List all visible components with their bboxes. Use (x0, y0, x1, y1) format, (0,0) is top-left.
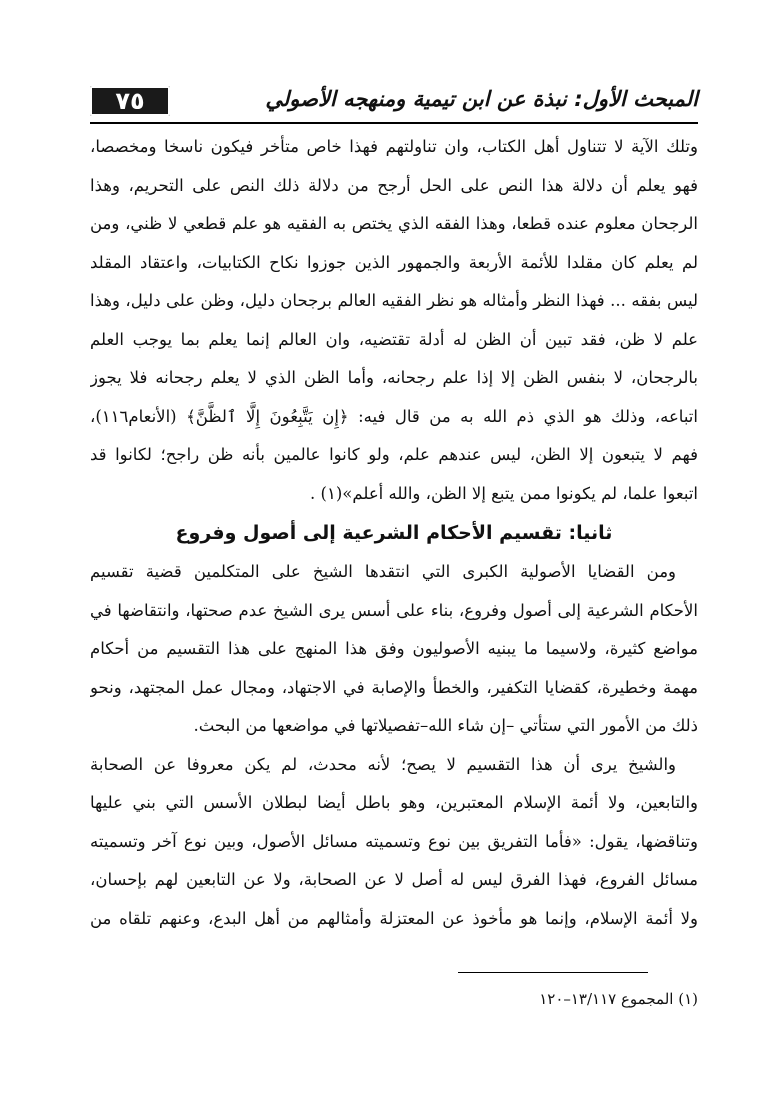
paragraph-1 (90, 128, 698, 513)
main-text (90, 128, 698, 938)
text-line: اتباعه، وذلك هو الذي ذم الله به من قال فيه: ﴿إِن يَتَّبِعُونَ إِلَّا ٱلظَّنَّ﴾ (الأنعام١١٦)، (90, 406, 698, 426)
text-line: ذلك من الأمور التي ستأتي –إن شاء الله–تفصيلاتها في مواضعها من البحث. (193, 716, 698, 735)
text-line: ولا أئمة الإسلام، وإنما هو مأخوذ عن المعتزلة وأمثالهم من أهل البدع، وعنهم تلقاه من (90, 908, 698, 928)
text-line: وتلك الآية لا تتناول أهل الكتاب، وان تناولتهم فهذا خاص متأخر فيكون ناسخا ومخصصا، (90, 137, 698, 156)
text-line: علم لا ظن، فقد تبين أن الظن له أدلة تقتضيه، وان العالم إنما يعلم بما يوجب العلم (90, 329, 698, 349)
paragraph-3 (90, 746, 698, 939)
text-line: الرجحان معلوم عنده قطعا، وهذا الفقه الذي يختص به الفقيه هو علم قطعي لا ظني، ومن (90, 214, 698, 233)
text-line: وتناقضها، يقول: «فأما التفريق بين نوع وتسميته مسائل الأصول، وبين نوع آخر وتسميته (90, 831, 698, 851)
text-line: بالرجحان، لا بنفس الظن إلا إذا علم رجحانه، وأما الظن الذي لا يعلم رجحانه فلا يجوز (90, 368, 698, 387)
text-line: ليس بفقه ... فهذا النظر وأمثاله هو نظر الفقيه العالم برجحان دليل، وظن على دليل، وهذا (90, 291, 698, 310)
text-line: مواضع كثيرة، ولاسيما ما يبنيه الأصوليون وفق هذا المنهج على هذا التقسيم من أحكام (90, 639, 698, 658)
paragraph-2 (90, 553, 698, 746)
text-line: مسائل الفروع، فهذا الفرق ليس له أصل لا عن الصحابة، ولا عن التابعين لهم بإحسان، (90, 870, 698, 889)
text-line: فهم لا يتبعون إلا الظن، ليس عندهم علم، ولو كانوا عالمين بأنه ظن راجح؛ لكانوا قد (90, 445, 698, 464)
page-header (90, 78, 698, 124)
text-line: الأحكام الشرعية إلى أصول وفروع، بناء على أسس يرى الشيخ عدم صحتها، وانتقاضها في (90, 600, 698, 620)
page-number-badge: ٧٥ (90, 86, 170, 116)
text-line: والشيخ يرى أن هذا التقسيم لا يصح؛ لأنه محدث، لم يكن معروفا عن الصحابة (90, 754, 676, 774)
text-line: ومن القضايا الأصولية الكبرى التي انتقدها الشيخ على المتكلمين قضية تقسيم (90, 562, 676, 581)
footnote: (١) المجموع ١٣/١١٧–١٢٠ (539, 990, 698, 1008)
footnote-separator (458, 972, 648, 973)
section-heading: ثانيا: تقسيم الأحكام الشرعية إلى أصول وفروع (175, 522, 613, 544)
text-line: لم يعلم كان مقلدا للأئمة الأربعة والجمهور الذين جوزوا نكاح الكتابيات، واعتقاد المقلد (90, 252, 698, 272)
text-line: اتبعوا علما، لم يكونوا ممن يتبع إلا الظن، والله أعلم»(١) . (310, 483, 698, 503)
text-line: والتابعين، ولا أئمة الإسلام المعتبرين، وهو باطل أيضا لبطلان الأسس التي بني عليها (90, 793, 698, 812)
text-line: فهو يعلم أن دلالة هذا النص على الحل أرجح من دلالة ذلك النص على التحريم، وهذا (90, 175, 698, 195)
text-line: مهمة وخطيرة، كقضايا التكفير، والخطأ والإصابة في الاجتهاد، ومجال عمل المجتهد، ونحو (90, 677, 698, 697)
running-title: المبحث الأول: نبذة عن ابن تيمية ومنهجه الأصولي (265, 87, 698, 111)
